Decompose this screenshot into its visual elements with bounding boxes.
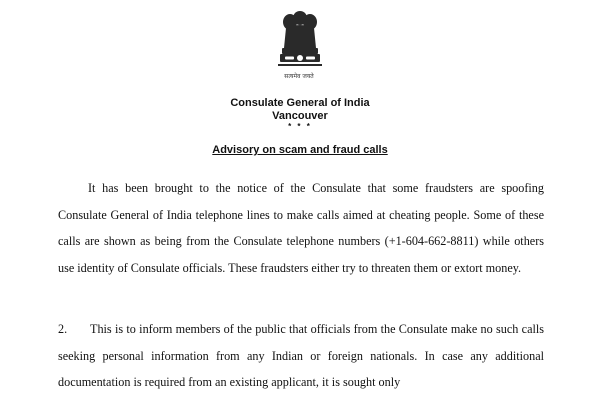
paragraph-2-text: This is to inform members of the public that officials from the Consulate make no such calls seeking personal information from any Indian or foreign nationals. In case any additional documentation is required from an existing applicant, it is sought only: [58, 322, 544, 389]
header-separator: * * *: [288, 122, 312, 131]
paragraph-1: [58, 175, 544, 281]
office-city: Vancouver: [272, 110, 328, 122]
paragraph-2-number: 2.: [58, 322, 68, 336]
paragraph-2: [58, 316, 544, 396]
emblem-motto: सत्यमेव जयते: [284, 73, 314, 80]
national-emblem: [272, 8, 328, 80]
paragraph-1-text: It has been brought to the notice of the Consulate that some fraudsters are spoofing Consulate General of India telephone lines to make calls aimed at cheating people. Some of these calls are shown as being from the Consulate telephone numbers (+1-604-662-8811) while others use identity of Consulate officials. These fraudsters either try to threaten them or extort money.: [58, 181, 544, 275]
office-name: Consulate General of India: [230, 97, 370, 109]
document-header: [0, 97, 600, 131]
national-emblem-icon: [272, 8, 328, 72]
document-subject: Advisory on scam and fraud calls: [212, 144, 388, 156]
